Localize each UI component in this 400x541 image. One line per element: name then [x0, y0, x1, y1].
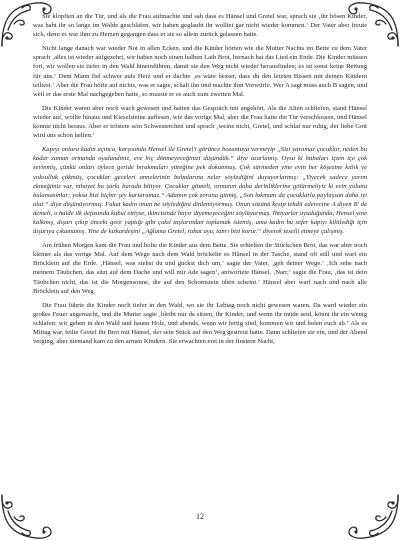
page-number: 12 [196, 512, 204, 521]
paragraph-turkish-translation: Kapıyı onlara kadın açınca, karşısında Hensel ile Gretel'i görünce bozuntuya vermeyip „Sizi yaramaz çocuklar, neden bu kadar zaman ormanda oyalandınız, eve hiç dönmeyeceğinizi düşündük.“ diye azarlamış. Oysa ki babaları içten içe çok sevinmiş, çünkü onları öylece geride bırakmaları yüreğine pek dokunmuş. Çok sürmeden yine evin her köşesine kıtlık ve yoksulluk çökmüş, çocuklar geceleri annelerinin babalarına neler söylediğini duyuyorlarmış: „Yiyecek sadece yarım ekmeğimiz var, nihayet bu şarkı burada bitiyor. Çocuklar gitmeli, ormanın daha derinliklerine götürmeliyiz ki evin yolunu bulamasınlar; yoksa bizi hiçbir şey kurtaramaz.“ Adamın çok zoruna gitmiş, „Son lokmanı da çocuklarla paylaşsan daha iyi olur.“ diye düşünüyormuş. Fakat kadın onun ne söylediğini dinlemiyormuş. Onun sözünü kesip tehdit ederecine A diyen B' de demeli, o halde ilk defasında kabul ettiyse, ikincisinde hayır diyemeyeceğini söylüyormuş. İhtiyarlar uyuduğunda, Hensel yine kalkmış, dışarı çıkıp önceki gece yaptığı gibi çakıl taşlarından toplamak istemiş, ama kadın bu sefer kapıyı kilitlediği için dışarıya çıkamamış. Yine de kızkardeşini „Ağlama Gretel, rahat uyu, tanrı bizi korur.“ diyerek teselli etmeye çalışmış. [33, 146, 367, 236]
paragraph-german-1: Sie klopften an die Tür, und als die Frau aufmachte und sah dass es Hänsel und Gretel war, sprach sie ‚ihr bösen Kinder, was habt ihr so lange im Walde geschlafen, wir haben geglaubt ihr wolltet gar nicht wieder kommen.‘ Der Vater aber freute sich, denn es war ihm zu Herzen gegangen dass er sie so allein zurück gelassen hatte. [33, 13, 367, 39]
paragraph-german-2: Nicht lange danach war wieder Not in allen Ecken, und die Kinder hörten wie die Mutter Nachts im Bette zu dem Vater sprach ‚alles ist wieder aufgezehrt, wir haben noch einen halben Laib Brot, hernach hat das Lied ein Ende. Die Kinder müssen fort, wir wollen sie tiefer in den Wald hineinführen, damit sie den Weg nicht wieder herausfinden; es ist sonst keine Rettung für uns.‘ Dem Mann fiel schwer aufs Herz und er dachte ‚es wäre besser, dass du den letzten Bissen mit deinen Kindern teiltest.‘ Aber die Frau hörte auf nichts, was er sagte, schalt ihn und machte ihm Vorwürfe. Wer A sagt muss auch B sagen, und weil er das erste Mal nachgegeben hatte, so musste er es auch zum zweiten Mal. [33, 45, 367, 98]
paragraph-german-5: Die Frau führte die Kinder noch tiefer in den Wald, wo sie ihr Lebtag noch nicht gewesen waren. Da ward wieder ein großes Feuer angemacht, und die Mutter sagte ‚bleibt nur da sitzen, ihr Kinder, und wenn ihr müde seid, könnt ihr ein wenig schlafen: wir gehen in den Wald und hauen Holz, und abends, wenn wir fertig sind, kommen wir und holen euch ab.‘ Als es Mittag war, teilte Gretel ihr Brot mit Hänsel, der sein Stück auf den Weg gestreut hatte. Dann schliefen sie ein, und der Abend verging, aber niemand kam zu den armen Kindern. Sie erwachten erst in der finstern Nacht, [33, 301, 367, 346]
paragraph-german-4: Am frühen Morgen kam die Frau und holte die Kinder aus dem Bette. Sie erhielten ihr Stückchen Brot, das war aber noch kleiner als das vorige Mal. Auf dem Wege nach dem Wald bröckelte es Hänsel in der Tasche, stand oft still und warf ein Bröcklein auf die Erde. ‚Hänsel, was stehst du und guckst dich um,‘ sagte der Vater, ‚geh deiner Wege.‘ ‚Ich sehe nach meinem Täubchen, das sitzt auf dem Dache und will mir Ade sagen‘, antwortete Hänsel. ‚Narr,‘ sagte die Frau, ‚das ist dein Täubchen nicht, das ist die Morgensonne, die auf den Schornstein oben scheint.‘ Hänsel aber warf nach und nach alle Bröcklein auf den Weg. [33, 242, 367, 295]
paragraph-german-3: Die Kinder waren aber noch wach gewesen und hatten das Gespräch mit angehört. Als die Alten schliefen, stand Hänsel wieder auf, wollte hinaus und Kieselsteine auflesen, wie das vorige Mal, aber die Frau hatte die Tür verschlossen, und Hänsel konnte nicht heraus. Aber er tröstete sein Schwesterchen und sprach ‚weine nicht, Gretel, und schlaf nur ruhig, der liebe Gott wird uns schon helfen.‘ [33, 104, 367, 140]
page-body [33, 12, 367, 351]
